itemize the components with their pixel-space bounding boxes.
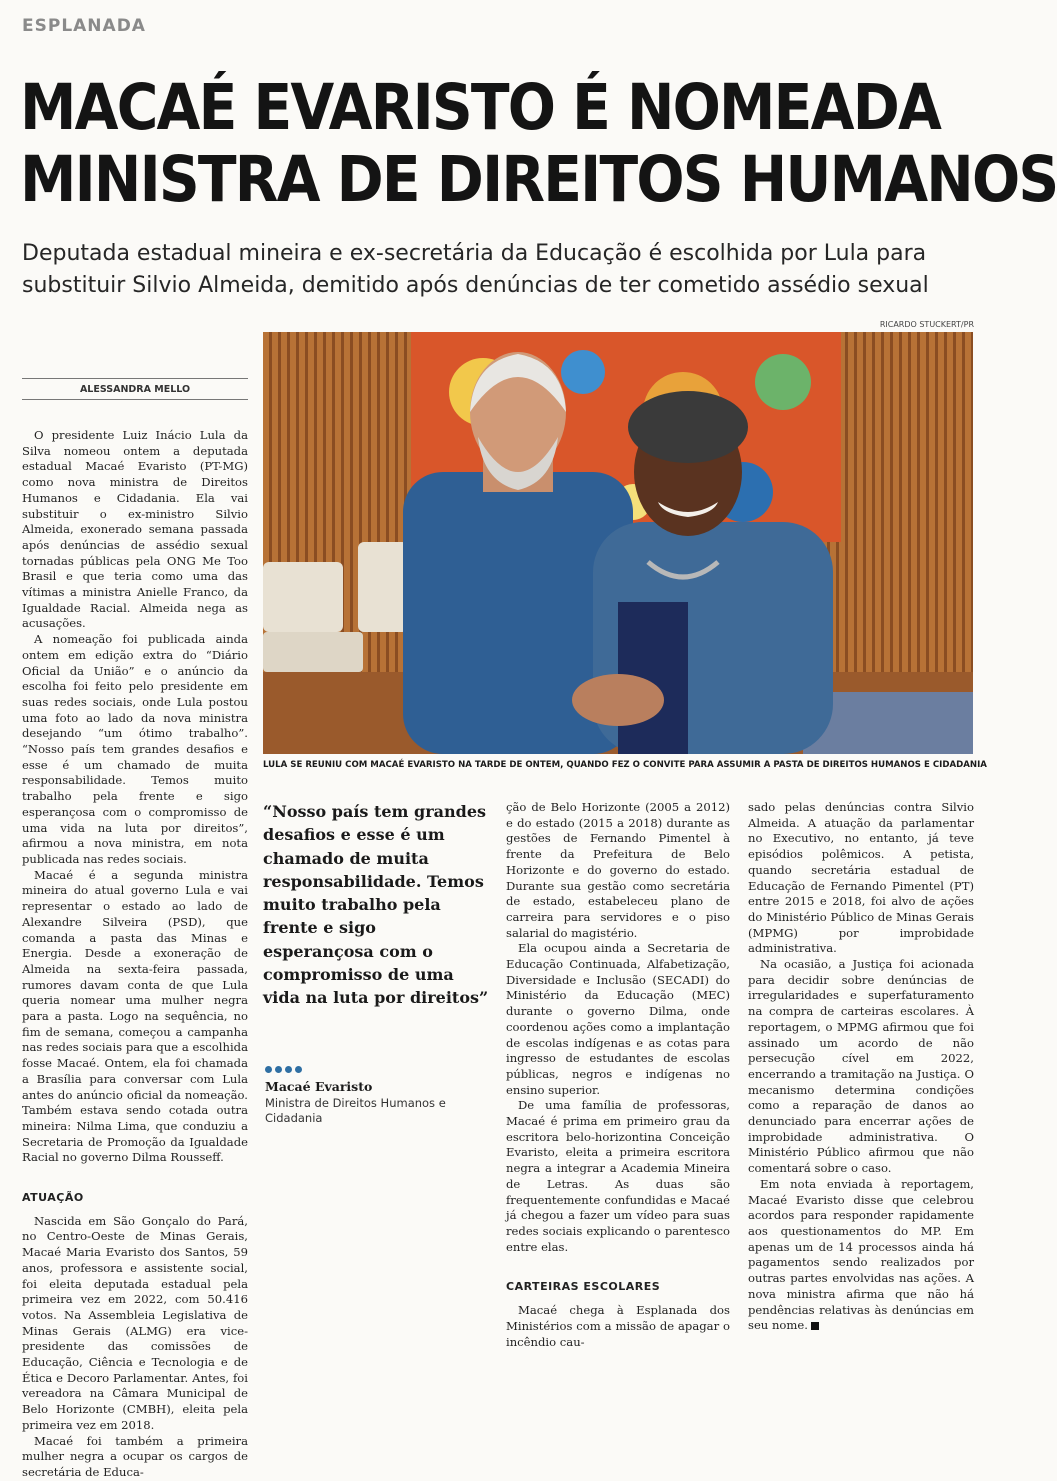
article-column-3 [506,800,730,1349]
paragraph-text: Em nota enviada à reportagem, Macaé Evaristo disse que celebrou acordos para responder rapidamente aos questionamentos do MP. Em apenas um de 14 processos ainda há pagamentos sendo realizados por outras partes envolvidas nas ações. A nova ministra afirma que não há pendências relativas às denúncias em seu nome. [748,1176,974,1333]
paragraph: Nascida em São Gonçalo do Pará, no Centro-Oeste de Minas Gerais, Macaé Maria Evaristo dos Santos, 59 anos, professora e assistente social, foi eleita deputada estadual pela primeira vez em 2022, com 50.416 votos. Na Assembleia Legislativa de Minas Gerais (ALMG) era vice-presidente das comissões de Educação, Ciência e Tecnologia e de Ética e Decoro Parlamentar. Antes, foi vereadora na Câmara Municipal de Belo Horizonte (CMBH), eleita pela primeira vez em 2018. [22,1213,248,1432]
subheadline-line-2: substituir Silvio Almeida, demitido após denúncias de ter cometido assédio sexual [22,273,929,298]
dot-icon [285,1066,292,1073]
end-of-article-icon [811,1322,819,1330]
dot-icon [265,1066,272,1073]
paragraph [748,1177,974,1334]
headline-line-2: MINISTRA DE DIREITOS HUMANOS [20,143,1057,216]
quote-attribution-name: Macaé Evaristo [265,1079,373,1094]
photo-credit: RICARDO STUCKERT/PR [879,320,974,329]
article-column-4 [748,800,974,1333]
paragraph: Macaé chega à Esplanada dos Ministérios com a missão de apagar o incêndio cau- [506,1303,730,1349]
subhead-carteiras-escolares: CARTEIRAS ESCOLARES [506,1280,661,1294]
quote-attribution-role: Ministra de Direitos Humanos e Cidadania [265,1096,446,1125]
headline-line-1: MACAÉ EVARISTO É NOMEADA [20,71,941,144]
paragraph: A nomeação foi publicada ainda ontem em edição extra do “Diário Oficial da União” e o anúncio da escolha foi feito pelo presidente em suas redes sociais, onde Lula postou uma foto ao lado da nova ministra desejando “um ótimo trabalho”. “Nosso país tem grandes desafios e esse é um chamado de muita responsabilidade. Temos muito trabalho pela frente e sigo esperançosa com o compromisso de uma vida na luta por direitos”, afirmou a nova ministra, em nota publicada nas redes sociais. [22,632,248,866]
paragraph: De uma família de professoras, Macaé é prima em primeiro grau da escritora belo-horizontina Conceição Evaristo, eleita a primeira escritora negra a integrar a Academia Mineira de Letras. As duas são frequentemente confundidas e Macaé já chegou a fazer um vídeo para suas redes sociais explicando o parentesco entre elas. [506,1098,730,1254]
dot-icon [295,1066,302,1073]
subheadline-line-1: Deputada estadual mineira e ex-secretária da Educação é escolhida por Lula para [22,241,927,266]
news-photo-illustration [263,332,973,754]
paragraph: Macaé é a segunda ministra mineira do atual governo Lula e vai representar o estado ao lado de Alexandre Silveira (PSD), que comanda a pasta das Minas e Energia. Desde a exoneração de Almeida na sexta-feira passada, rumores davam conta de que Lula queria nomear uma mulher negra para a pasta. Logo na sequência, no fim de semana, começou a campanha nas redes sociais para que a escolhida fosse Macaé. Ontem, ela foi chamada a Brasília para conversar com Lula antes do anúncio oficial da nomeação. Também estava sendo cotada outra mineira: Nilma Lima, que conduziu a Secretaria de Promoção da Igualdade Racial no governo Dilma Rousseff. [22,867,248,1165]
paragraph: O presidente Luiz Inácio Lula da Silva nomeou ontem a deputada estadual Macaé Evaristo (PT-MG) como nova ministra de Direitos Humanos e Cidadania. Ela vai substituir o ex-ministro Silvio Almeida, exonerado semana passada após denúncias de assédio sexual tornadas públicas pela ONG Me Too Brasil e que teria como uma das vítimas a ministra Anielle Franco, da Igualdade Racial. Almeida nega as acusações. [22,428,248,631]
quote-dots-ornament [265,1066,302,1073]
paragraph: ção de Belo Horizonte (2005 a 2012) e do estado (2015 a 2018) durante as gestões de Fernando Pimentel à frente da Prefeitura de Belo Horizonte e do governo do estado. Durante sua gestão como secretária de estado, estabeleceu plano de carreira para servidores e o piso salarial do magistério. [506,800,730,940]
byline: ALESSANDRA MELLO [79,384,191,395]
article-column-1 [22,428,248,1479]
byline-top-rule [22,378,248,379]
headline [20,71,1057,216]
section-label: ESPLANADA [22,16,146,36]
subheadline [22,238,982,302]
paragraph: Na ocasião, a Justiça foi acionada para decidir sobre denúncias de irregularidades e superfaturamento na compra de carteiras escolares. À reportagem, o MPMG afirmou que foi assinado um acordo de não persecução cível em 2022, encerrando a tramitação na Justiça. O mecanismo determina condições como a reparação de danos ao denunciado para encerrar ações de improbidade administrativa. O Ministério Público afirmou que não comentará sobre o caso. [748,957,974,1176]
dot-icon [275,1066,282,1073]
paragraph: sado pelas denúncias contra Silvio Almeida. A atuação da parlamentar no Executivo, no entanto, já teve episódios polêmicos. A petista, quando secretária estadual de Educação de Fernando Pimentel (PT) entre 2015 e 2018, foi alvo de ações do Ministério Público de Minas Gerais (MPMG) por improbidade administrativa. [748,800,974,956]
paragraph: Ela ocupou ainda a Secretaria de Educação Continuada, Alfabetização, Diversidade e Inclusão (SECADI) do Ministério da Educação (MEC) durante o governo Dilma, onde coordenou ações como a implantação de escolas indígenas e as cotas para ingresso de estudantes de escolas públicas, negros e indígenas no ensino superior. [506,941,730,1097]
subhead-atuacao: ATUAÇÃO [22,1191,84,1205]
photo-caption: LULA SE REUNIU COM MACAÉ EVARISTO NA TARDE DE ONTEM, QUANDO FEZ O CONVITE PARA ASSUMIR A PASTA DE DIREITOS HUMANOS E CIDADANIA [263,760,987,770]
pull-quote: “Nosso país tem grandes desafios e esse é um chamado de muita responsabilidade. Temos muito trabalho pela frente e sigo esperançosa com o compromisso de uma vida na luta por direitos” [263,802,489,1008]
news-photo [263,332,973,754]
paragraph: Macaé foi também a primeira mulher negra a ocupar os cargos de secretária de Educa- [22,1433,248,1479]
byline-bottom-rule [22,399,248,400]
